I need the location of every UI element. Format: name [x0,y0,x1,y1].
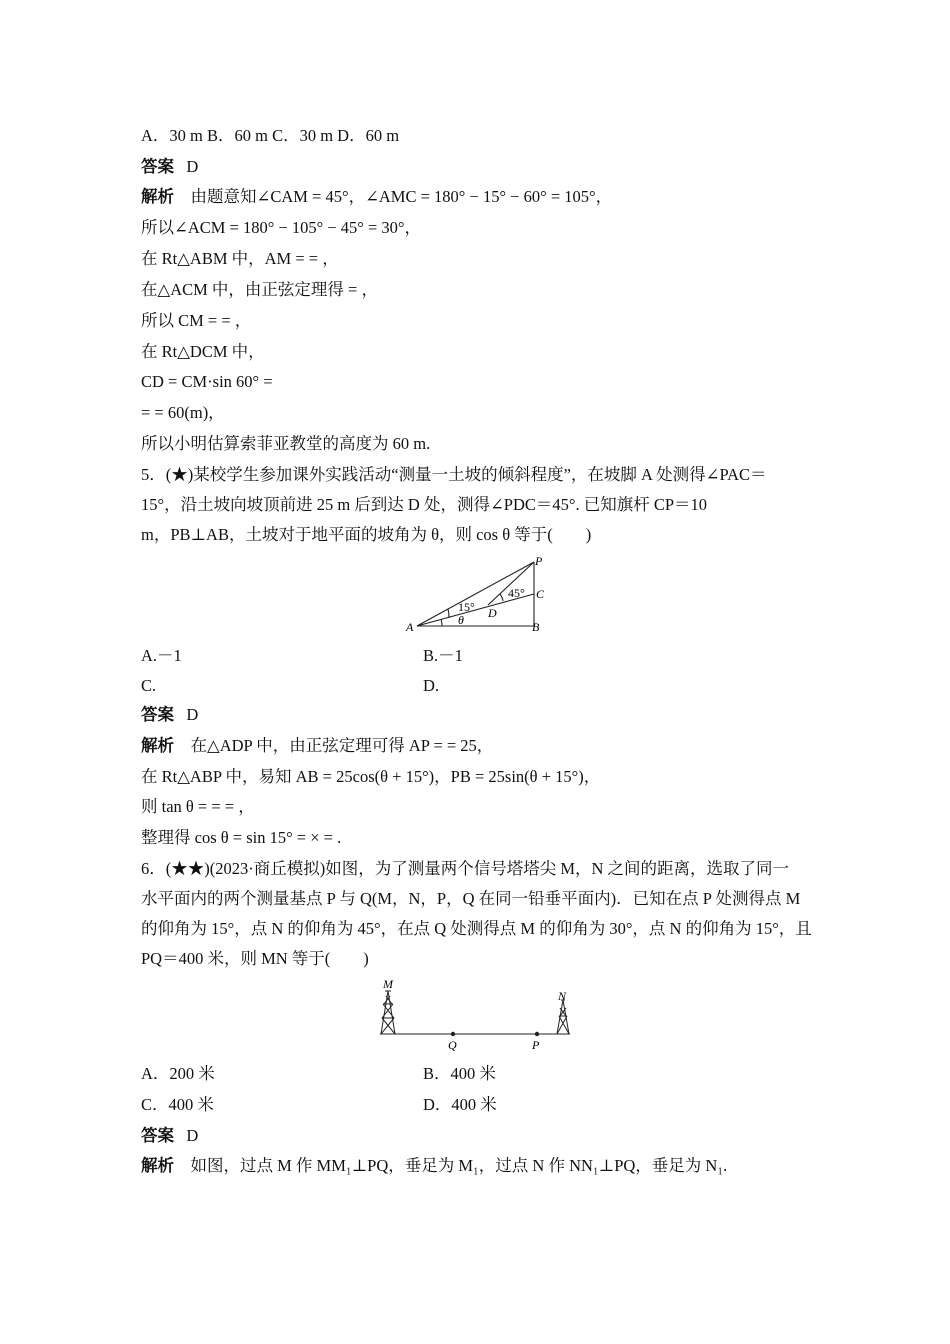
q5-analysis-line-4: 整理得 cos θ = sin 15° = × = . [141,828,342,847]
answer-label: 答案 [141,157,174,176]
q4-analysis-line-7: CD = CM·sin 60° = [141,372,273,391]
q5-stem-line-1: 5．(★)某校学生参加课外实践活动“测量一土坡的倾斜程度”，在坡脚 A 处测得∠PAC＝ [141,465,767,484]
q4-analysis-line-1 [141,187,612,207]
q6-answer [141,1126,198,1146]
q4-analysis-line-9: 所以小明估算索菲亚教堂的高度为 60 m. [141,434,431,453]
q6-option-c: C．400 米 [141,1095,214,1114]
label-n: N [558,989,567,1003]
answer-value: D [186,157,199,176]
label-15-degree: 15° [458,600,475,614]
q4-analysis-line-8: = = 60(m)， [141,403,225,422]
q6-option-a: A．200 米 [141,1064,215,1083]
angle-theta-arc [441,619,442,626]
label-d: D [488,606,497,620]
label-q: Q [448,1038,457,1052]
q5-stem-line-2: 15°，沿土坡向坡顶前进 25 m 后到达 D 处，测得∠PDC＝45°. 已知旗杆 CP＝10 [141,495,708,514]
q5-option-c: C. [141,676,157,695]
label-c: C [536,587,545,601]
analysis-label: 解析 [141,187,174,206]
q4-analysis-line-4: 在△ACM 中，由正弦定理得 = ， [141,280,378,299]
q6-stem-line-4: PQ＝400 米，则 MN 等于( ) [141,949,369,968]
q5-option-d: D. [423,676,440,695]
q4-analysis-line-3: 在 Rt△ABM 中，AM = = ， [141,249,339,268]
tower-m [381,991,395,1034]
analysis-text: 由题意知∠CAM = 45°，∠AMC = 180° − 15° − 60° = 105°， [190,187,613,206]
answer-value: D [186,705,199,724]
q6-analysis-line-1 [141,1156,727,1176]
label-p: P [532,1038,540,1052]
answer-value: D [186,1126,199,1145]
q6-option-b: B．400 米 [423,1064,496,1083]
answer-label: 答案 [141,1126,174,1145]
angle-15-arc [448,609,449,618]
label-b: B [532,620,540,634]
label-45-degree: 45° [508,586,525,600]
label-p: P [535,554,543,568]
q6-stem-line-1: 6．(★★)(2023·商丘模拟)如图，为了测量两个信号塔塔尖 M，N 之间的距离，选取了同一 [141,859,790,878]
q5-option-a: A.－1 [141,646,182,665]
q4-answer [141,157,198,177]
q5-stem-line-3: m，PB⊥AB，土坡对于地平面的坡角为 θ，则 cos θ 等于( ) [141,525,592,544]
q6-towers-figure [370,976,580,1052]
q4-analysis-line-6: 在 Rt△DCM 中， [141,342,265,361]
label-m: M [383,977,393,991]
q5-analysis-line-1 [141,736,493,756]
analysis-text: 如图，过点 M 作 MM₁⊥PQ，垂足为 M₁，过点 N 作 NN₁⊥PQ，垂足为 N₁. [190,1156,728,1175]
q4-analysis-line-5: 所以 CM = = ， [141,311,252,330]
q5-slope-figure [400,553,550,635]
analysis-label: 解析 [141,736,174,755]
q4-options: A．30 m B．60 m C．30 m D．60 m [141,126,400,145]
answer-label: 答案 [141,705,174,724]
q6-option-d: D．400 米 [423,1095,497,1114]
q5-analysis-line-2: 在 Rt△ABP 中，易知 AB = 25cos(θ + 15°)，PB = 25sin(θ + 15°)， [141,767,601,786]
tower-n [557,1000,569,1034]
q4-analysis-line-2: 所以∠ACM = 180° − 105° − 45° = 30°， [141,218,422,237]
q5-option-b: B.－1 [423,646,463,665]
angle-45-arc [500,594,503,601]
analysis-label: 解析 [141,1156,174,1175]
q6-stem-line-2: 水平面内的两个测量基点 P 与 Q(M，N，P，Q 在同一铅垂平面内)．已知在点 P 处测得点 M [141,889,801,908]
q5-analysis-line-3: 则 tan θ = = = ， [141,797,255,816]
point-p [535,1032,539,1036]
q6-stem-line-3: 的仰角为 15°，点 N 的仰角为 45°，在点 Q 处测得点 M 的仰角为 30°，点 N 的仰角为 15°，且 [141,919,812,938]
label-a: A [406,620,414,634]
point-q [451,1032,455,1036]
label-theta: θ [458,613,464,627]
q5-answer [141,705,198,725]
analysis-text: 在△ADP 中，由正弦定理可得 AP = = 25， [190,736,494,755]
